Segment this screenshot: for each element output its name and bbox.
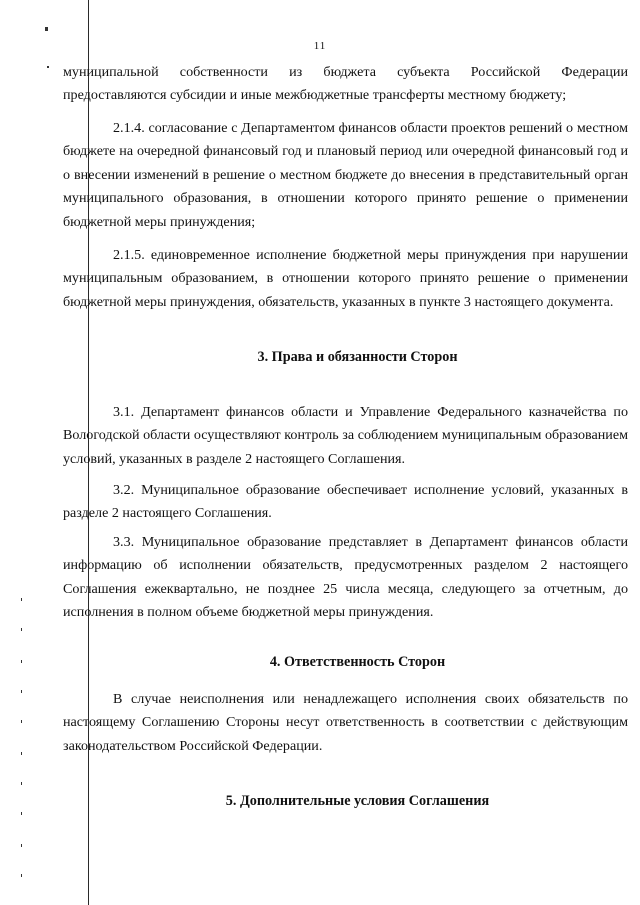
section-3-heading: 3. Права и обязанности Сторон xyxy=(257,349,458,365)
paragraph-3-3: 3.3. Муниципальное образование представляет в Департамент финансов области информацию об исполнении обязательств, предусмотренных разделом 2 настоящего Соглашения ежеквартально, не позднее 25 числа месяца, следующего за отчетным, до исполнения в полном объеме бюджетной меры принуждения. xyxy=(63,534,628,621)
paragraph-continued: муниципальной собственности из бюджета субъекта Российской Федерации предоставляются субсидии и иные межбюджетные трансферты местному бюджету; xyxy=(63,64,628,104)
section-5-heading: 5. Дополнительные условия Соглашения xyxy=(225,793,490,809)
section-4-heading: 4. Ответственность Сторон xyxy=(269,654,446,670)
scan-artifacts xyxy=(0,0,60,905)
paragraph-2-1-4: 2.1.4. согласование с Департаментом финансов области проектов решений о местном бюджете на очередной финансовый год и плановый период или очередной финансовый год и о внесении изменений в решение о местном бюджете до внесения в представительный орган муниципального образования, в отношении которого принято решение о применении бюджетной меры принуждения; xyxy=(63,120,628,230)
paragraph-4: В случае неисполнения или ненадлежащего исполнения своих обязательств по настоящему Соглашению Стороны несут ответственность в соответствии с действующим законодательством Российской Федерации. xyxy=(63,691,628,754)
paragraph-3-2: 3.2. Муниципальное образование обеспечивает исполнение условий, указанных в разделе 2 настоящего Соглашения. xyxy=(63,482,628,522)
paragraph-3-1: 3.1. Департамент финансов области и Управление Федерального казначейства по Вологодской области осуществляют контроль за соблюдением муниципальным образованием условий, указанных в разделе 2 настоящего Соглашения. xyxy=(63,404,628,467)
page-number: 11 xyxy=(313,40,327,52)
paragraph-2-1-5: 2.1.5. единовременное исполнение бюджетной меры принуждения при нарушении муниципальным образованием, в отношении которого принято решение о применении бюджетной меры принуждения, обязательств, указанных в пункте 3 настоящего документа. xyxy=(63,247,628,310)
